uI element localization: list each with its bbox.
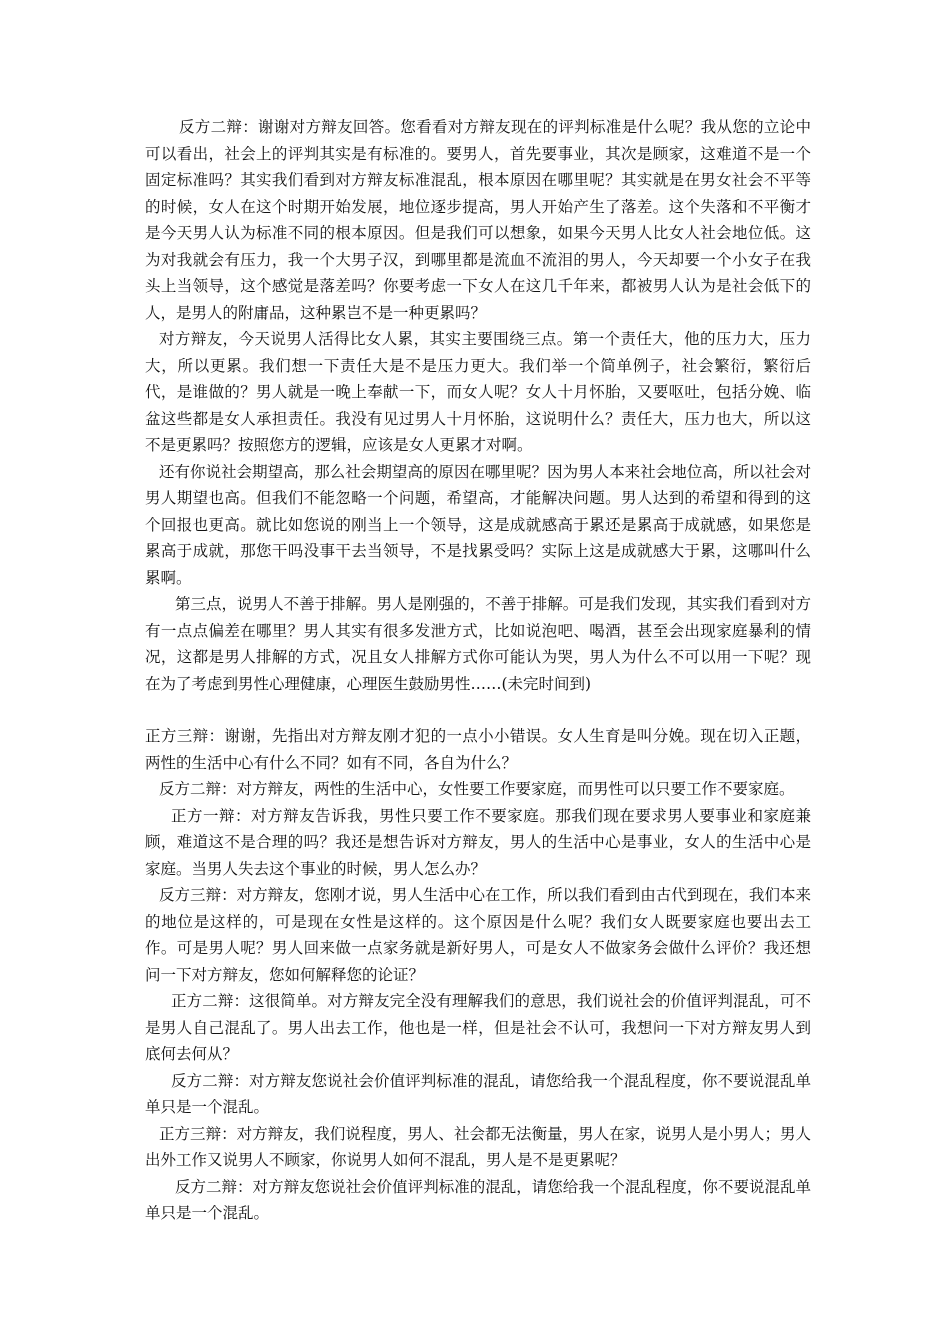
- paragraph-responsibility-point: 对方辩友，今天说男人活得比女人累，其实主要围绕三点。第一个责任大，他的压力大，压力大，所以更累。我们想一下责任大是不是压力更大。我们举一个简单例子，社会繁衍，繁衍后代，是谁做的？男人就是一晚上奉献一下，而女人呢？女人十月怀胎，又要呕吐，包括分娩、临盆这些都是女人承担责任。我没有见过男人十月怀胎，这说明什么？责任大，压力也大，所以这不是更累吗？按照您方的逻辑，应该是女人更累才对啊。: [145, 330, 811, 454]
- paragraph-con-second-question: 反方二辩：对方辩友您说社会价值评判标准的混乱，请您给我一个混乱程度，你不要说混乱单单只是一个混乱。: [145, 1071, 811, 1116]
- paragraph-rebuttal-opening: 反方二辩：谢谢对方辩友回答。您看看对方辩友现在的评判标准是什么呢？我从您的立论中可以看出，社会上的评判其实是有标准的。要男人，首先要事业，其次是顾家，这难道不是一个固定标准吗？其实我们看到对方辩友标准混乱，根本原因在哪里呢？其实就是在男女社会不平等的时候，女人在这个时期开始发展，地位逐步提高，男人开始产生了落差。这个失落和不平衡才是今天男人认为标准不同的根本原因。但是我们可以想象，如果今天男人比女人社会地位低。这为对我就会有压力，我一个大男子汉，到哪里都是流血不流泪的男人，今天却要一个小女子在我头上当领导，这个感觉是落差吗？你要考虑一下女人在这几千年来，都被男人认为是社会低下的人，是男人的附庸品，这种累岂不是一种更累吗？: [145, 118, 811, 322]
- paragraph-pro-second-reply: 正方二辩：这很简单。对方辩友完全没有理解我们的意思，我们说社会的价值评判混乱，可不是男人自己混乱了。男人出去工作，他也是一样，但是社会不认可，我想问一下对方辩友男人到底何去何从？: [145, 992, 811, 1063]
- paragraph-relief-point: 第三点，说男人不善于排解。男人是刚强的，不善于排解。可是我们发现，其实我们看到对方有一点点偏差在哪里？男人其实有很多发泄方式，比如说泡吧、喝酒，甚至会出现家庭暴利的情况，这都是男人排解的方式，况且女人排解方式你可能认为哭，男人为什么不可以用一下呢？现在为了考虑到男性心理健康，心理医生鼓励男性……(未完时间到): [145, 595, 811, 693]
- section-gap: [145, 697, 811, 723]
- paragraph-con-second-repeat: 反方二辩：对方辩友您说社会价值评判标准的混乱，请您给我一个混乱程度，你不要说混乱单单只是一个混乱。: [145, 1177, 811, 1222]
- paragraph-pro-third-reply: 正方三辩：对方辩友，我们说程度，男人、社会都无法衡量，男人在家，说男人是小男人；男人出外工作又说男人不顾家，你说男人如何不混乱，男人是不是更累呢？: [145, 1124, 811, 1169]
- paragraph-con-third-question: 反方三辩：对方辩友，您刚才说，男人生活中心在工作，所以我们看到由古代到现在，我们本来的地位是这样的，可是现在女性是这样的。这个原因是什么呢？我们女人既要家庭也要出去工作。可是男人呢？男人回来做一点家务就是新好男人，可是女人不做家务会做什么评价？我还想问一下对方辩友，您如何解释您的论证？: [145, 886, 811, 984]
- paragraph-pro-third-question: 正方三辩：谢谢，先指出对方辩友刚才犯的一点小小错误。女人生育是叫分娩。现在切入正题，两性的生活中心有什么不同？如有不同，各自为什么？: [145, 727, 811, 772]
- paragraph-pro-first-reply: 正方一辩：对方辩友告诉我，男性只要工作不要家庭。那我们现在要求男人要事业和家庭兼顾，难道这不是合理的吗？我还是想告诉对方辩友，男人的生活中心是事业，女人的生活中心是家庭。当男人失去这个事业的时候，男人怎么办？: [145, 806, 811, 878]
- paragraph-con-second-answer: 反方二辩：对方辩友，两性的生活中心，女性要工作要家庭，而男性可以只要工作不要家庭。: [159, 780, 795, 798]
- document-page: [145, 114, 811, 1227]
- paragraph-expectation-point: 还有你说社会期望高，那么社会期望高的原因在哪里呢？因为男人本来社会地位高，所以社会对男人期望也高。但我们不能忽略一个问题，希望高，才能解决问题。男人达到的希望和得到的这个回报也更高。就比如您说的刚当上一个领导，这是成就感高于累还是累高于成就感，如果您是累高于成就，那您干吗没事干去当领导，不是找累受吗？实际上这是成就感大于累，这哪叫什么累啊。: [145, 462, 811, 587]
